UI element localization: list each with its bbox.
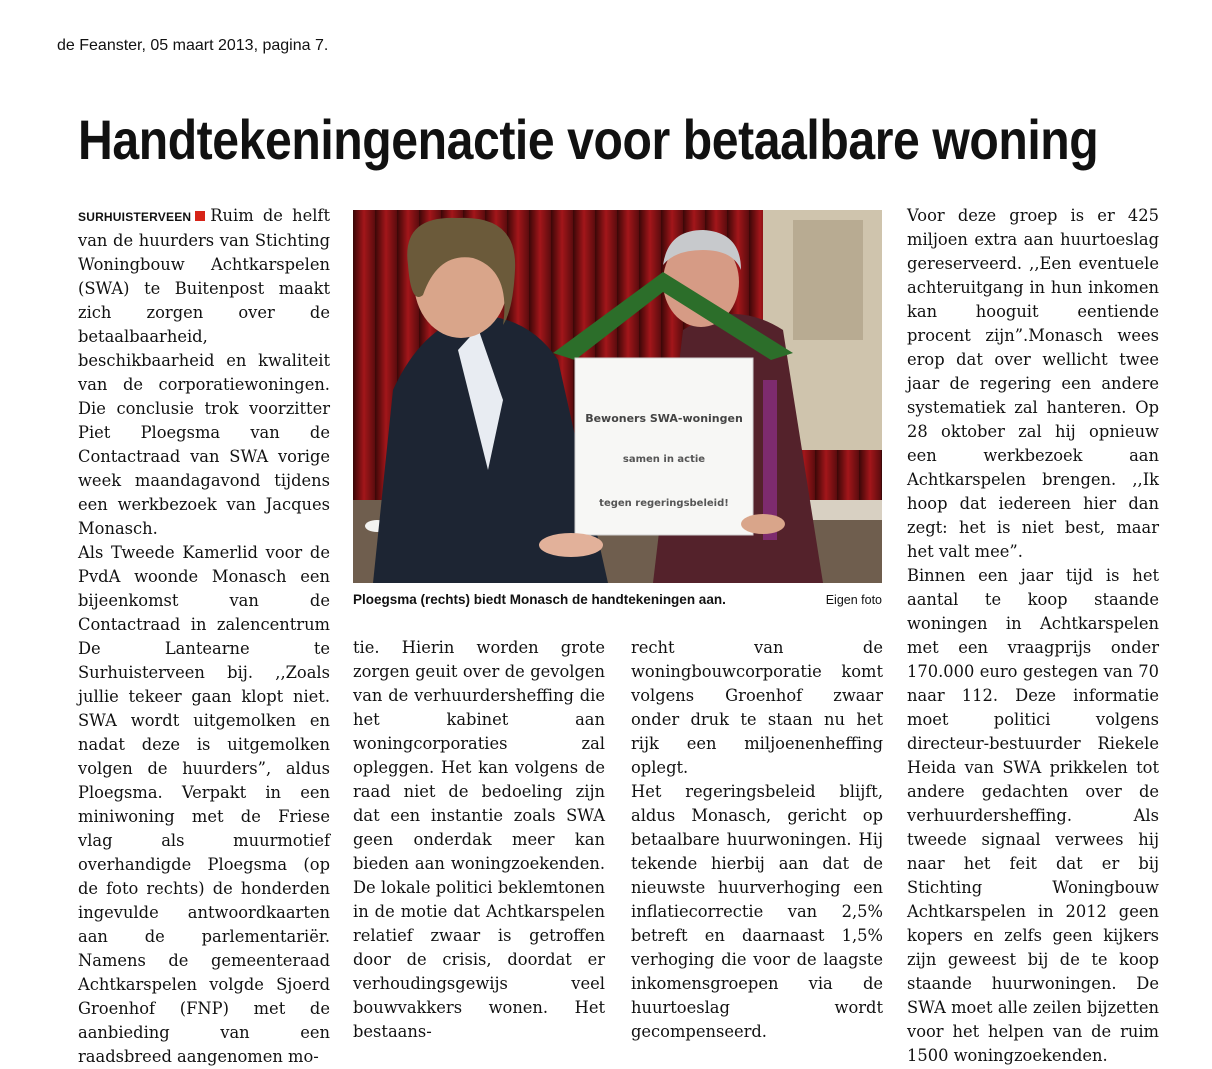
paragraph: tie. Hierin worden grote zorgen geuit over de gevolgen van de verhuurdersheffing die het kabinet aan woningcorporaties zal opleggen. Het kan volgens de raad niet de bedoeling zijn dat een instantie zoals SWA geen onderdak meer kan bieden aan woningzoekenden. De lokale politici beklemtonen in de motie dat Achtkarspelen relatief zwaar is getroffen door de crisis, doordat er verhoudingsgewijs veel bouwvakkers wonen. Het bestaans- (353, 638, 605, 1041)
dateline: SURHUISTERVEEN (78, 210, 192, 224)
paragraph: Voor deze groep is er 425 miljoen extra aan huurtoeslag gereserveerd. ,,Een eventuele achteruitgang in hun inkomen kan hooguit eentiende procent zijn”.Monasch wees erop dat over wellicht twee jaar de regering een andere systematiek zal hanteren. Op 28 oktober zal hij opnieuw een werkbezoek aan Achtkarspelen brengen. ,,Ik hoop dat iedereen hier dan zegt: het is niet best, maar het valt mee”. (907, 206, 1159, 561)
article-column-3 (631, 636, 883, 1044)
source-line: de Feanster, 05 maart 2013, pagina 7. (57, 37, 329, 54)
photo-credit: Eigen foto (825, 593, 882, 607)
box-slogan-line-2: samen in actie (622, 454, 706, 465)
caption-text: Ploegsma (rechts) biedt Monasch de handtekeningen aan. (353, 592, 726, 607)
paragraph: Het regeringsbeleid blijft, aldus Monasch, gericht op betaalbare huurwoningen. Hij tekende hierbij aan dat de nieuwste huurverhoging een inflatiecorrectie van 2,5% betreft en daarnaast 1,5% verhoging die voor de laagste inkomensgroepen via de huurtoeslag wordt gecompenseerd. (631, 782, 883, 1041)
lead-paragraph (78, 204, 330, 541)
paragraph: Binnen een jaar tijd is het aantal te koop staande woningen in Achtkarspelen met een vraagprijs onder 170.000 euro gestegen van 70 naar 112. Deze informatie moet politici volgens directeur-bestuurder Riekele Heida van SWA prikkelen tot andere gedachten over de verhuurdersheffing. Als tweede signaal verwees hij naar het feit dat er bij Stichting Woningbouw Achtkarspelen in 2012 geen kopers en zelfs geen kijkers zijn geweest bij de te koop staande huurwoningen. De SWA moet alle zeilen bijzetten voor het helpen van de ruim 1500 woningzoekenden. (907, 566, 1159, 1065)
article-column-2 (353, 636, 605, 1044)
article-column-4 (907, 204, 1159, 1068)
article-photo (353, 210, 882, 583)
box-slogan-line-3: tegen regeringsbeleid! (599, 498, 729, 509)
article-column-1 (78, 204, 330, 1069)
photo-caption (353, 592, 882, 607)
photo-illustration (353, 210, 882, 583)
box-slogan-line-1: Bewoners SWA-woningen (585, 412, 743, 425)
dateline-bullet-icon (195, 211, 205, 221)
paragraph-text: Ruim de helft van de huurders van Stichting Woningbouw Achtkarspelen (SWA) te Buitenpost maakt zich zorgen over de betaalbaarheid, beschikbaarheid en kwaliteit van de corporatiewoningen. Die conclusie trok voorzitter Piet Ploegsma van de Contactraad van SWA vorige week maandagavond tijdens een werkbezoek van Jacques Monasch. (78, 206, 330, 538)
paragraph: recht van de woningbouwcorporatie komt volgens Groenhof zwaar onder druk te staan nu het rijk een miljoenenheffing oplegt. (631, 638, 883, 777)
paragraph: Als Tweede Kamerlid voor de PvdA woonde Monasch een bijeenkomst van de Contactraad in zalencentrum De Lantearne te Surhuisterveen bij. ,,Zoals jullie tekeer gaan klopt niet. SWA wordt uitgemolken en nadat deze is uitgemolken volgen de huurders”, aldus Ploegsma. Verpakt in een miniwoning met de Friese vlag als muurmotief overhandigde Ploegsma (op de foto rechts) de honderden ingevulde antwoordkaarten aan de parlementariër. Namens de gemeenteraad Achtkarspelen volgde Sjoerd Groenhof (FNP) met de aanbieding van een raadsbreed aangenomen mo- (78, 543, 330, 1066)
headline: Handtekeningenactie voor betaalbare woning (78, 108, 1099, 171)
